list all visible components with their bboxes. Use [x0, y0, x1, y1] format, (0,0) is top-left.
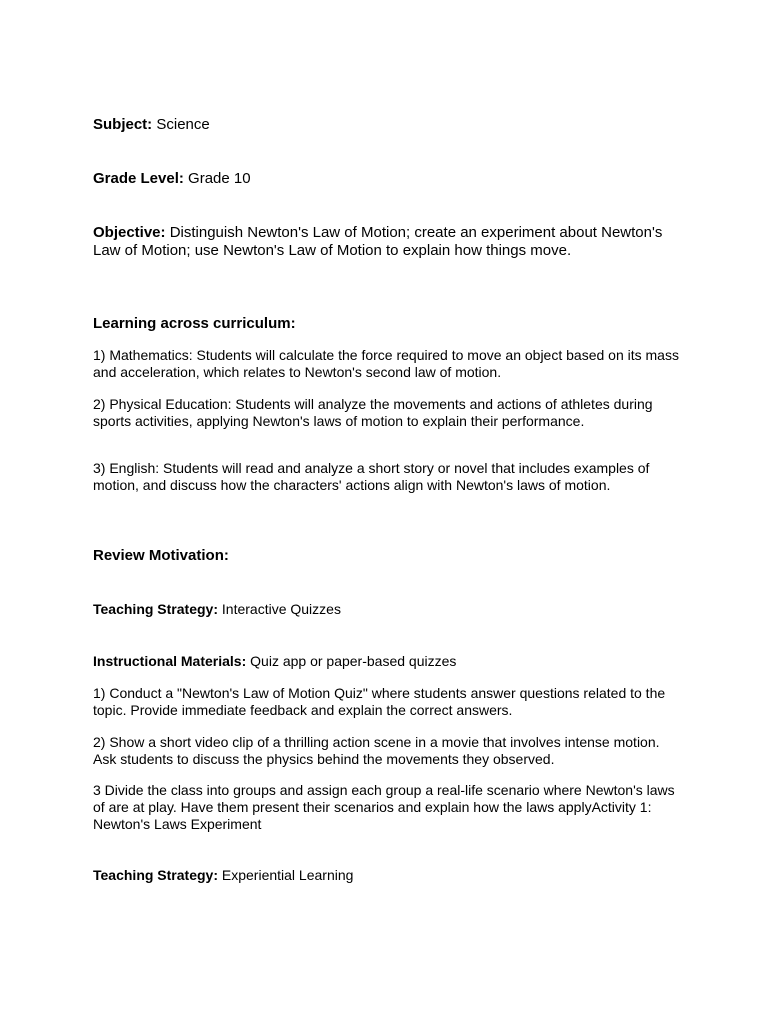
objective-paragraph: [93, 224, 683, 260]
grade-level-value: Grade 10: [183, 170, 251, 187]
review-teaching-strategy-value: Interactive Quizzes: [218, 601, 341, 617]
review-motivation-heading: Review Motivation:: [93, 547, 229, 564]
review-item-video-clip: 2) Show a short video clip of a thrilling action scene in a movie that involves intense motion. Ask students to discuss the physics behind the movements they observed.: [93, 734, 660, 767]
instructional-materials-line: [93, 653, 683, 670]
activity-teaching-strategy-line: [93, 867, 683, 884]
activity-teaching-strategy-label: Teaching Strategy:: [93, 867, 218, 883]
curriculum-item-physical-education: 2) Physical Education: Students will analyze the movements and actions of athletes during sports activities, applying Newton's laws of motion to explain their performance.: [93, 396, 653, 429]
activity-teaching-strategy-value: Experiential Learning: [218, 867, 354, 883]
instructional-materials-label: Instructional Materials:: [93, 653, 247, 669]
subject-line: [93, 116, 683, 134]
grade-level-line: [93, 170, 683, 188]
curriculum-item-mathematics: 1) Mathematics: Students will calculate the force required to move an object based on its mass and acceleration, which relates to Newton's second law of motion.: [93, 347, 679, 380]
subject-label: Subject:: [93, 116, 153, 133]
review-teaching-strategy-label: Teaching Strategy:: [93, 601, 218, 617]
subject-value: Science: [152, 116, 210, 133]
review-item-quiz: 1) Conduct a "Newton's Law of Motion Quiz" where students answer questions related to the topic. Provide immediate feedback and explain the correct answers.: [93, 685, 666, 718]
learning-across-curriculum-heading: Learning across curriculum:: [93, 315, 296, 332]
review-item-group-scenarios: 3 Divide the class into groups and assign each group a real-life scenario where Newton's laws of are at play. Have them present their scenarios and explain how the laws applyActivity 1: Newton's Laws Experiment: [93, 782, 675, 832]
grade-level-label: Grade Level:: [93, 170, 184, 187]
review-teaching-strategy-line: [93, 601, 683, 618]
objective-label: Objective:: [93, 224, 166, 241]
instructional-materials-value: Quiz app or paper-based quizzes: [246, 653, 457, 669]
objective-value: Distinguish Newton's Law of Motion; create an experiment about Newton's Law of Motion; use Newton's Law of Motion to explain how things move.: [93, 224, 663, 259]
curriculum-item-english: 3) English: Students will read and analyze a short story or novel that includes examples of motion, and discuss how the characters' actions align with Newton's laws of motion.: [93, 460, 650, 493]
